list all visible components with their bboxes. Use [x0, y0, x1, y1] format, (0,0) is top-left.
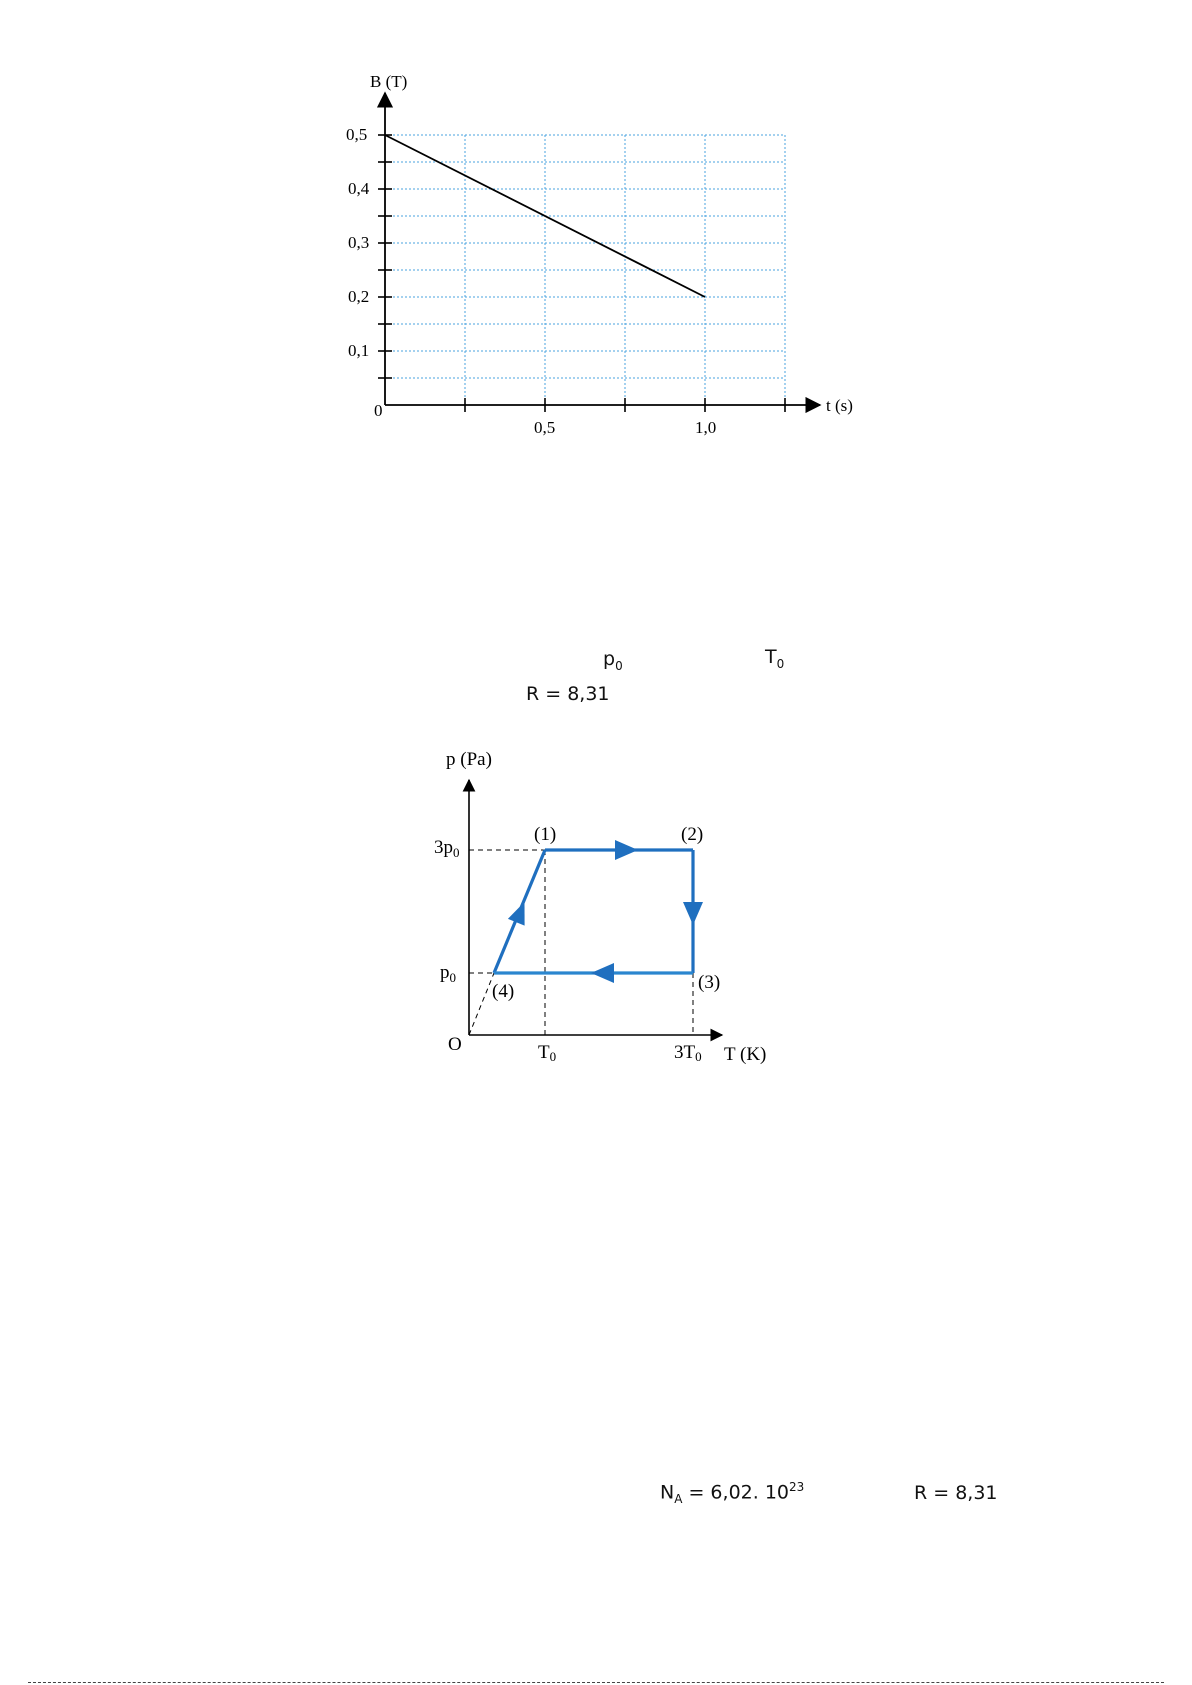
y-tick-label-0.1: 0,1	[348, 341, 370, 360]
y-axis-label: B (T)	[370, 72, 408, 91]
t0-symbol: $T_0$	[765, 646, 785, 671]
guide-origin	[469, 973, 494, 1035]
arrow-1-2	[615, 840, 638, 860]
origin-label: O	[448, 1034, 462, 1055]
x-tick-t0: T0	[538, 1042, 557, 1064]
footer-divider	[28, 1682, 1164, 1683]
x-axis-label: T (K)	[724, 1044, 767, 1065]
point-2-label: (2)	[681, 824, 704, 845]
diagram-labels	[434, 749, 766, 1065]
y-tick-label-0.4: 0,4	[348, 179, 370, 198]
arrow-3-4	[591, 963, 614, 983]
origin-label: 0	[374, 401, 383, 420]
x-axis-label: t (s)	[826, 396, 853, 415]
arrow-2-3	[683, 902, 703, 925]
x-tick-label-1.0: 1,0	[695, 418, 717, 437]
point-4-label: (4)	[492, 981, 515, 1002]
p0-symbol: $p_0$	[603, 648, 623, 673]
y-tick-label-0.3: 0,3	[348, 233, 370, 252]
point-3-label: (3)	[698, 972, 721, 993]
arrow-4-1	[508, 899, 533, 926]
guide-lines	[469, 850, 693, 1035]
y-tick-label-0.2: 0,2	[348, 287, 370, 306]
y-tick-p0: $p_0$	[440, 962, 456, 985]
direction-arrows	[508, 840, 703, 983]
x-tick-label-0.5: 0,5	[534, 418, 556, 437]
y-axis-label: p (Pa)	[446, 749, 492, 770]
point-1-label: (1)	[534, 824, 557, 845]
y-tick-label-0.5: 0,5	[346, 125, 368, 144]
gas-constant-2: R = 8,31	[914, 1482, 998, 1504]
y-tick-3p0: $3p_0$	[434, 837, 460, 860]
avogadro-constant: $N_A = 6,02$. $10^{23}$	[660, 1480, 805, 1507]
x-tick-3t0: 3T0	[674, 1042, 702, 1064]
gas-constant-1: R = 8,31	[526, 683, 610, 705]
